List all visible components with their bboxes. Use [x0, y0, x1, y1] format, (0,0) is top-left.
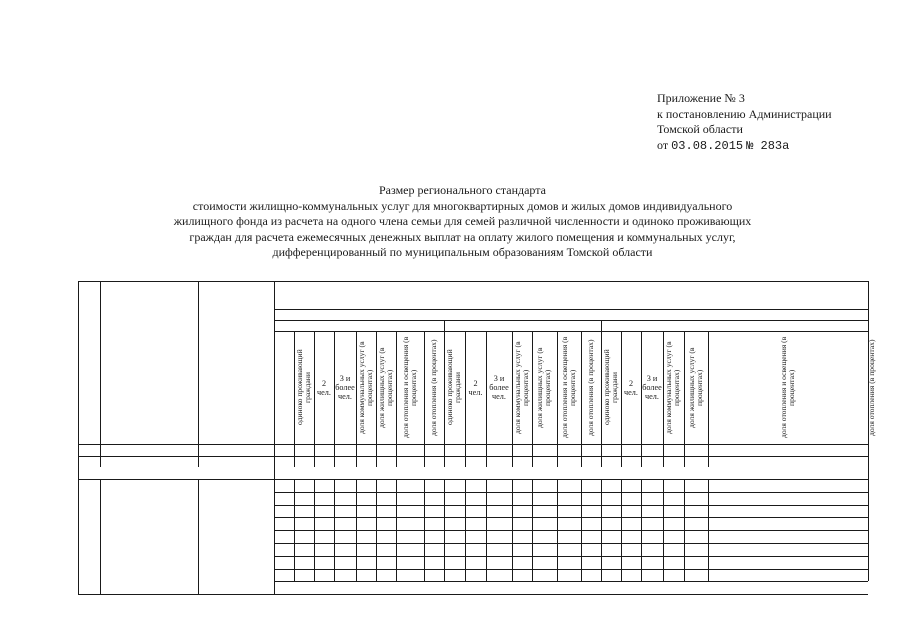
appendix-date-prefix: от: [657, 137, 669, 152]
table-cell: [465, 556, 486, 569]
table-cell: [334, 556, 356, 569]
table-cell: [684, 569, 708, 582]
table-cell: [601, 492, 621, 505]
table-cell: [557, 530, 581, 543]
header-subcol-10: [424, 331, 444, 444]
header-subcol-19-label: 2 чел.: [624, 378, 638, 397]
header-subcol-6: [334, 331, 356, 444]
table-cell: [641, 530, 663, 543]
table-cell: [465, 543, 486, 556]
table-cell: [334, 492, 356, 505]
table-cell: [641, 517, 663, 530]
column-number-24: [708, 444, 868, 456]
table-cell: [557, 556, 581, 569]
table-cell: [708, 492, 868, 505]
header-subcol-15-label: доля жилищных услуг (в процентах): [535, 347, 553, 428]
appendix-line-2: к постановлению Администрации: [657, 106, 832, 121]
table-cell: [532, 517, 557, 530]
column-number-22: [663, 444, 684, 456]
table-cell: [708, 479, 868, 492]
table-cell: [512, 505, 532, 518]
header-col-number: [78, 281, 100, 444]
table-cell: [663, 569, 684, 582]
table-cell: [424, 492, 444, 505]
table-cell: [356, 530, 376, 543]
header-subcol-14: [512, 331, 532, 444]
header-subcol-22-label: доля жилищных услуг (в процентах): [686, 347, 704, 428]
title-line-1: Размер регионального стандарта: [379, 183, 546, 197]
column-number-7: [334, 444, 356, 456]
column-number-3: [198, 444, 274, 456]
table-cell: [314, 569, 334, 582]
column-number-2: [100, 444, 198, 456]
title-line-5: дифференцированный по муниципальным образованиям Томской области: [272, 245, 653, 260]
table-cell: [684, 479, 708, 492]
table-cell: [396, 479, 424, 492]
title-line-2: стоимости жилищно-коммунальных услуг для многоквартирных домов и жилых домов индивидуального: [192, 198, 733, 213]
column-number-5: [294, 444, 314, 456]
table-cell: [641, 556, 663, 569]
table-cell: [708, 569, 868, 582]
table-cell: [444, 517, 465, 530]
header-subcol-18: [601, 331, 621, 444]
table-cell: [424, 569, 444, 582]
header-subcol-18-label: одиноко проживающий граждани: [601, 349, 619, 426]
table-cell: [424, 505, 444, 518]
table-cell: [532, 530, 557, 543]
table-cell: [708, 543, 868, 556]
table-cell: [396, 505, 424, 518]
table-cell: [356, 505, 376, 518]
table-cell: [641, 479, 663, 492]
table-cell: [601, 530, 621, 543]
table-cell: [512, 517, 532, 530]
table-cell: [532, 505, 557, 518]
table-cell: [663, 556, 684, 569]
header-group-3: [601, 320, 868, 331]
column-number-19: [601, 444, 621, 456]
table-cell: [396, 543, 424, 556]
table-cell: [601, 543, 621, 556]
table-cell: [601, 569, 621, 582]
table-cell: [444, 492, 465, 505]
table-cell: [641, 505, 663, 518]
header-subcol-5-label: 2 чел.: [317, 378, 331, 397]
header-subcol-24-label: доля отопления (в процентах): [867, 339, 876, 436]
table-cell: [396, 556, 424, 569]
header-subcol-19: [621, 331, 641, 444]
table-cell: [663, 517, 684, 530]
table-cell: [621, 479, 641, 492]
header-subcol-9-label: доля отопления и освещения (в процентах): [400, 336, 418, 439]
table-cell: [376, 517, 396, 530]
table-cell: [512, 543, 532, 556]
table-cell: [581, 530, 601, 543]
table-cell: [424, 543, 444, 556]
table-cell: [376, 505, 396, 518]
header-subcol-12: [465, 331, 486, 444]
header-col-category: [200, 281, 272, 444]
header-subcol-23-label: доля отопления и освещения (в процентах): [778, 336, 796, 439]
row-category-7: [198, 556, 276, 569]
header-subcol-17-label: доля отопления (в процентах): [585, 339, 595, 436]
table-cell: [663, 530, 684, 543]
table-cell: [601, 479, 621, 492]
column-number-9: [376, 444, 396, 456]
table-cell: [663, 479, 684, 492]
table-cell: [294, 569, 314, 582]
table-cell: [376, 556, 396, 569]
table-cell: [621, 517, 641, 530]
table-cell: [663, 492, 684, 505]
column-number-6: [314, 444, 334, 456]
header-subcol-8: [376, 331, 396, 444]
table-cell: [708, 517, 868, 530]
table-cell: [581, 569, 601, 582]
row-category-4: [198, 517, 276, 530]
column-number-23: [684, 444, 708, 456]
table-cell: [512, 569, 532, 582]
table-cell: [465, 517, 486, 530]
column-number-14: [486, 444, 512, 456]
header-subcol-11: [444, 331, 465, 444]
entry-number: [80, 481, 98, 491]
header-subcol-22: [684, 331, 708, 444]
appendix-line-3: Томской области: [657, 122, 743, 136]
table-cell: [486, 556, 512, 569]
table-cell: [684, 505, 708, 518]
header-subcol-16: [557, 331, 581, 444]
table-cell: [621, 543, 641, 556]
title-line-4: граждан для расчета ежемесячных денежных выплат на оплату жилого помещения и коммунальных услуг,: [189, 229, 736, 244]
table-cell: [424, 479, 444, 492]
table-cell: [334, 543, 356, 556]
table-cell: [465, 530, 486, 543]
column-number-4: [274, 444, 294, 456]
column-number-18: [581, 444, 601, 456]
table-cell: [396, 517, 424, 530]
table-cell: [708, 505, 868, 518]
table-cell: [356, 492, 376, 505]
table-cell: [314, 556, 334, 569]
header-subcol-12-label: 2 чел.: [468, 378, 483, 397]
table-cell: [314, 543, 334, 556]
table-cell: [621, 505, 641, 518]
table-cell: [557, 479, 581, 492]
row-category-2: [198, 492, 276, 505]
appendix-line-1: Приложение № 3: [657, 91, 745, 105]
table-cell: [424, 517, 444, 530]
appendix-block: [657, 91, 897, 154]
table-cell: [601, 556, 621, 569]
title-line-3: жилищного фонда из расчета на одного члена семьи для семей различной численности и одиноко проживающих: [173, 214, 752, 229]
column-number-20: [621, 444, 641, 456]
table-cell: [684, 556, 708, 569]
table-cell: [294, 505, 314, 518]
table-cell: [314, 517, 334, 530]
table-cell: [512, 492, 532, 505]
table-cell: [294, 530, 314, 543]
header-subcol-8-label: доля жилищных услуг (в процентах): [376, 347, 394, 428]
table-cell: [356, 569, 376, 582]
table-cell: [663, 505, 684, 518]
header-subcol-13-label: 3 и более чел.: [489, 374, 509, 401]
column-number-15: [512, 444, 532, 456]
table-cell: [557, 517, 581, 530]
table-cell: [601, 517, 621, 530]
table-cell: [486, 479, 512, 492]
table-cell: [294, 517, 314, 530]
row-category-8: [198, 569, 276, 582]
header-subcol-15: [532, 331, 557, 444]
table-cell: [532, 569, 557, 582]
table-cell: [356, 479, 376, 492]
table-cell: [314, 505, 334, 518]
table-cell: [486, 492, 512, 505]
table-cell: [532, 556, 557, 569]
table-cell: [581, 479, 601, 492]
row-category-6: [198, 543, 276, 556]
header-subcol-20: [641, 331, 663, 444]
table-cell: [376, 530, 396, 543]
header-subcol-20-label: 3 и более чел.: [642, 374, 662, 401]
table-cell: [294, 492, 314, 505]
table-cell: [581, 543, 601, 556]
table-cell: [465, 569, 486, 582]
table-cell: [601, 505, 621, 518]
header-subcol-17: [581, 331, 601, 444]
table-cell: [424, 530, 444, 543]
header-top-caption: [276, 281, 866, 309]
header-subcol-11-label: одиноко проживающий граждани: [445, 349, 463, 426]
header-subcol-24: [868, 331, 876, 444]
table-cell: [581, 517, 601, 530]
row-category-9: [198, 581, 276, 594]
grid-line-v: [198, 281, 199, 467]
table-cell: [581, 505, 601, 518]
header-subcol-16-label: доля отопления и освещения (в процентах): [559, 336, 577, 439]
table-cell: [396, 569, 424, 582]
table-cell: [708, 530, 868, 543]
table-cell: [376, 492, 396, 505]
table-cell: [465, 505, 486, 518]
header-col-municipality: [100, 281, 198, 444]
table-cell: [486, 517, 512, 530]
table-cell: [334, 530, 356, 543]
table-cell: [444, 556, 465, 569]
table-cell: [444, 569, 465, 582]
column-number-11: [424, 444, 444, 456]
header-building-type: [274, 309, 868, 320]
table-cell: [356, 556, 376, 569]
column-number-1: [78, 444, 100, 456]
table-cell: [486, 505, 512, 518]
table-cell: [294, 543, 314, 556]
table-cell: [581, 556, 601, 569]
table-cell: [684, 492, 708, 505]
table-cell: [532, 492, 557, 505]
table-cell: [294, 556, 314, 569]
header-subcol-21: [663, 331, 684, 444]
table-cell: [512, 479, 532, 492]
table-cell: [641, 492, 663, 505]
table-cell: [376, 543, 396, 556]
table-cell: [486, 569, 512, 582]
header-subcol-4-label: одиноко проживающий граждани: [294, 349, 312, 426]
header-subcol-13: [486, 331, 512, 444]
table-cell: [444, 479, 465, 492]
table-cell: [486, 543, 512, 556]
header-subcol-21-label: доля коммунальных услуг (в процентах): [664, 341, 682, 434]
table-cell: [684, 530, 708, 543]
table-cell: [557, 492, 581, 505]
district-name: [78, 456, 418, 479]
table-cell: [376, 569, 396, 582]
table-cell: [621, 530, 641, 543]
table-cell: [334, 569, 356, 582]
table-cell: [512, 556, 532, 569]
row-category-3: [198, 505, 276, 518]
table-cell: [708, 556, 868, 569]
standards-table: [78, 281, 876, 592]
table-cell: [294, 479, 314, 492]
table-cell: [314, 492, 334, 505]
header-subcol-7-label: доля коммунальных услуг (в процентах): [356, 341, 374, 434]
table-cell: [557, 543, 581, 556]
table-cell: [444, 505, 465, 518]
table-cell: [396, 530, 424, 543]
column-number-21: [641, 444, 663, 456]
header-subcol-5: [314, 331, 334, 444]
header-subcol-4: [294, 331, 314, 444]
appendix-number: № 283а: [746, 138, 790, 153]
header-subcol-6-label: 3 и более чел.: [335, 374, 355, 401]
column-number-16: [532, 444, 557, 456]
header-subcol-7: [356, 331, 376, 444]
table-cell: [356, 517, 376, 530]
table-cell: [532, 543, 557, 556]
column-number-8: [356, 444, 376, 456]
document-title: [100, 183, 825, 261]
appendix-date: 03.08.2015: [671, 138, 744, 153]
row-category-1: [198, 479, 276, 492]
table-cell: [334, 517, 356, 530]
table-cell: [512, 530, 532, 543]
header-group-1: [294, 320, 444, 331]
header-subcol-14-label: доля коммунальных услуг (в процентах): [512, 341, 530, 434]
grid-line-h: [274, 581, 868, 582]
table-cell: [465, 492, 486, 505]
table-cell: [641, 543, 663, 556]
table-cell: [486, 530, 512, 543]
header-subcol-9: [396, 331, 424, 444]
row-category-5: [198, 530, 276, 543]
table-cell: [532, 479, 557, 492]
column-number-10: [396, 444, 424, 456]
table-cell: [314, 530, 334, 543]
grid-line-h: [274, 594, 868, 595]
table-cell: [557, 505, 581, 518]
table-cell: [684, 543, 708, 556]
table-bottom-left: [78, 594, 274, 595]
table-cell: [465, 479, 486, 492]
table-cell: [663, 543, 684, 556]
table-cell: [376, 479, 396, 492]
table-cell: [581, 492, 601, 505]
table-cell: [621, 569, 641, 582]
column-number-13: [465, 444, 486, 456]
table-cell: [444, 530, 465, 543]
table-cell: [641, 569, 663, 582]
entry-municipality-name: [100, 480, 198, 504]
table-cell: [396, 492, 424, 505]
table-cell: [424, 556, 444, 569]
table-cell: [314, 479, 334, 492]
header-subcol-10-label: доля отопления (в процентах): [428, 339, 438, 436]
appendix-date-line: [657, 138, 897, 155]
table-cell: [444, 543, 465, 556]
table-cell: [356, 543, 376, 556]
header-group-2: [444, 320, 601, 331]
table-cell: [621, 492, 641, 505]
table-cell: [684, 517, 708, 530]
column-number-17: [557, 444, 581, 456]
table-cell: [334, 479, 356, 492]
table-cell: [557, 569, 581, 582]
table-cell: [334, 505, 356, 518]
table-cell: [621, 556, 641, 569]
header-subcol-23: [708, 331, 868, 444]
column-number-12: [444, 444, 465, 456]
